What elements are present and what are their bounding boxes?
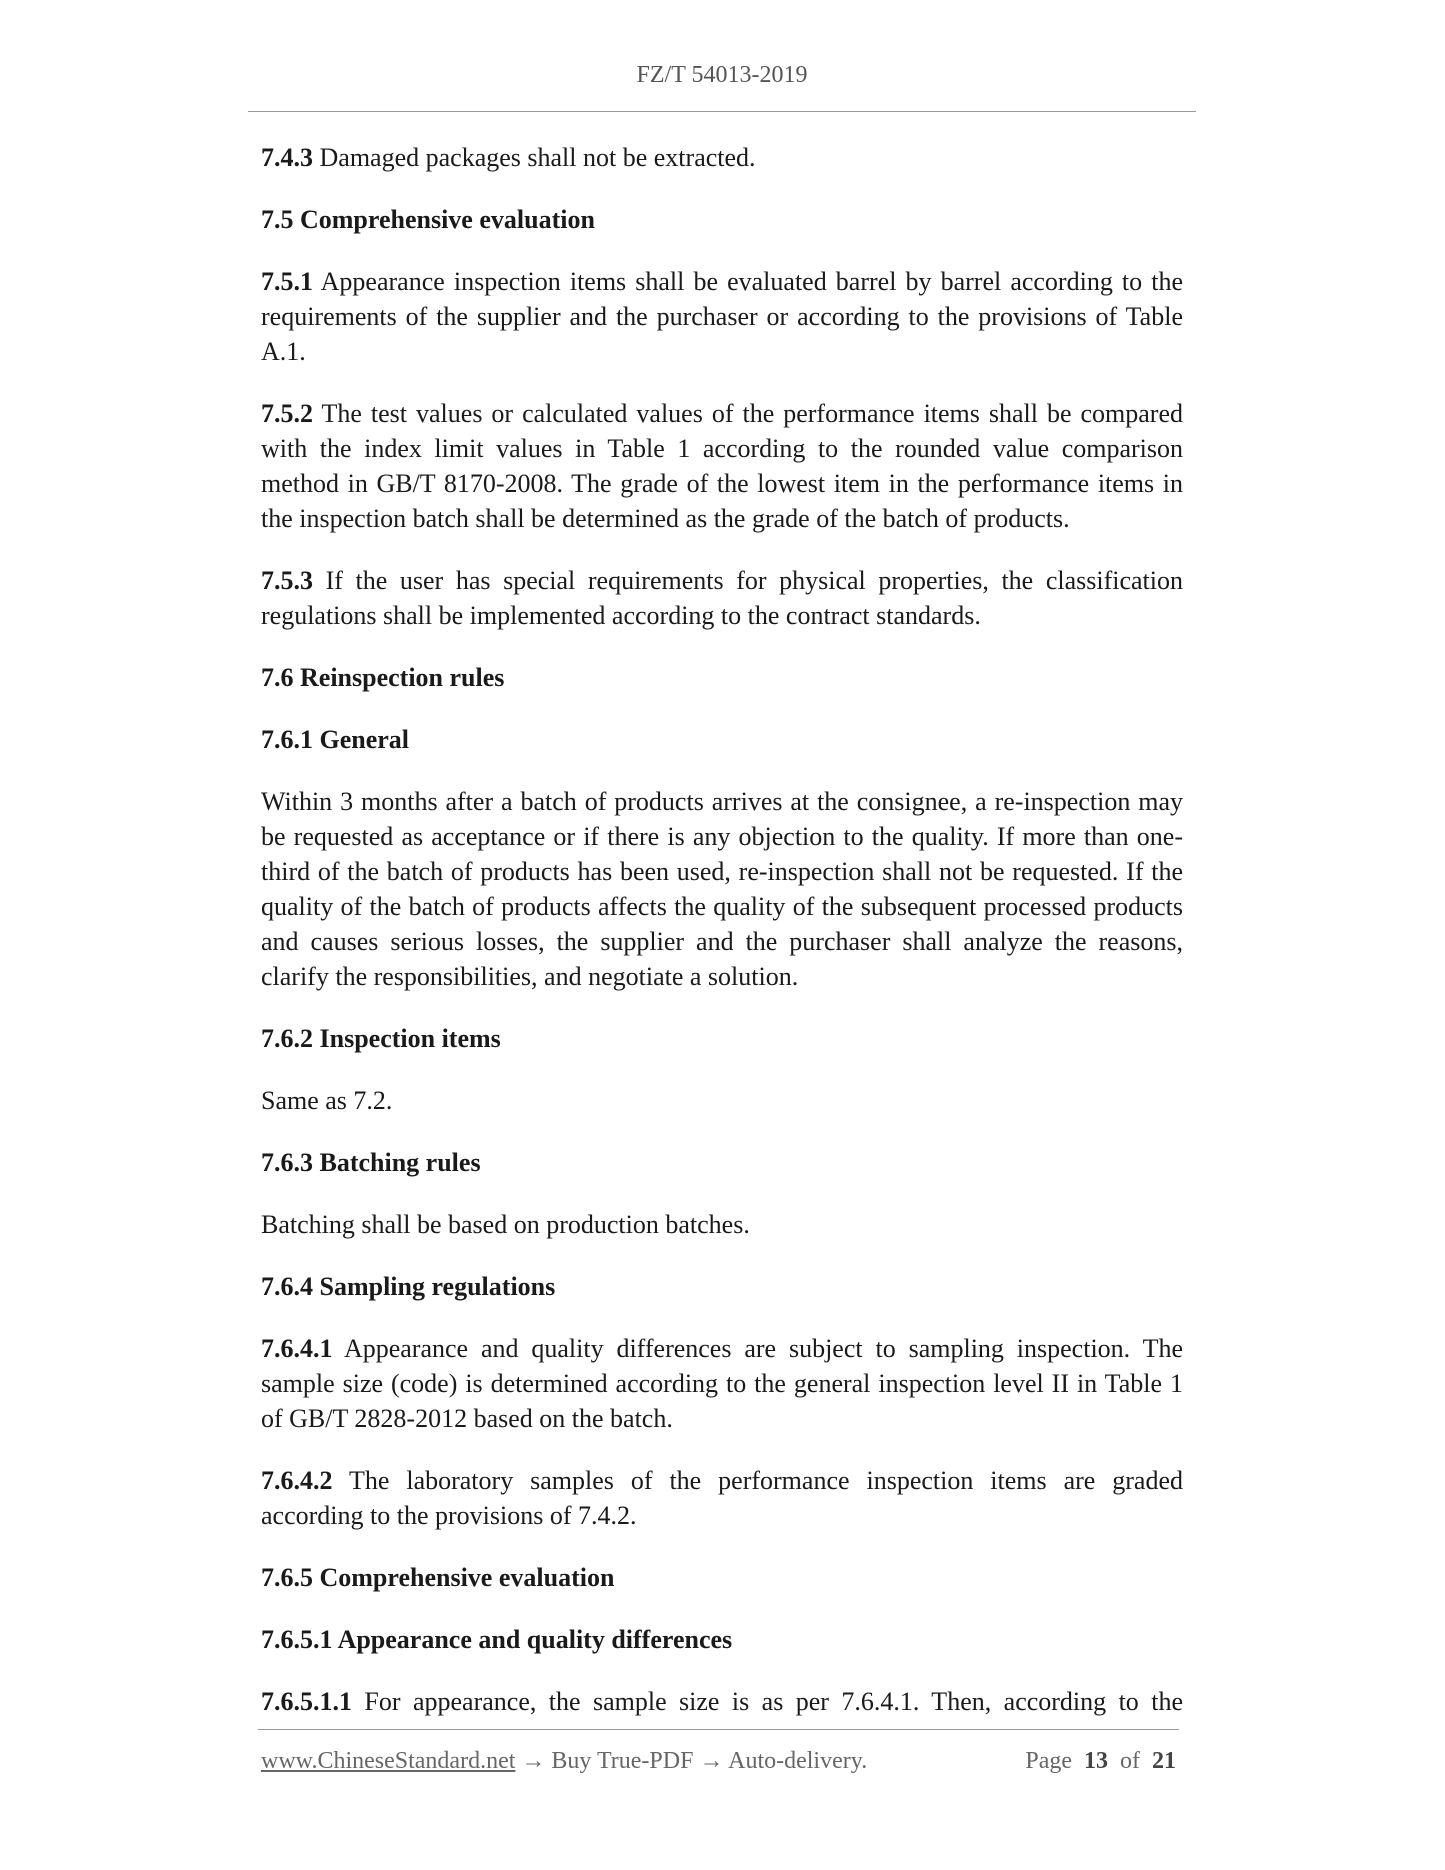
clause-7-4-3 (261, 140, 1183, 175)
clause-7-5-1 (261, 264, 1183, 369)
footer-divider (258, 1729, 1179, 1730)
clause-7-5-2 (261, 396, 1183, 536)
clause-7-6-5-1-1 (261, 1684, 1183, 1719)
current-page-number: 13 (1084, 1748, 1108, 1774)
promo-text: → Buy True-PDF → Auto-delivery. (515, 1748, 868, 1774)
heading-text: 7.6.1 General (261, 725, 410, 754)
general-paragraph (261, 784, 1183, 994)
section-heading-7-6-3 (261, 1145, 1183, 1180)
heading-text: 7.6.3 Batching rules (261, 1148, 481, 1177)
page-indicator (1025, 1748, 1176, 1775)
site-link[interactable]: www.ChineseStandard.net (261, 1748, 516, 1774)
clause-text: Appearance and quality differences are subject to sampling inspection. The sample size (code) is determined according to the general inspection level II in Table 1 of GB/T 2828-2012 based on the batch. (261, 1334, 1183, 1433)
clause-number: 7.6.4.2 (261, 1466, 333, 1495)
section-heading-7-6-5 (261, 1560, 1183, 1595)
heading-text: 7.6.5 Comprehensive evaluation (261, 1563, 615, 1592)
paragraph-text: Same as 7.2. (261, 1086, 393, 1115)
heading-text: 7.6 Reinspection rules (261, 663, 505, 692)
section-heading-7-6-1 (261, 722, 1183, 757)
clause-number: 7.4.3 (261, 143, 313, 172)
clause-text: The test values or calculated values of the performance items shall be compared with the index limit values in Table 1 according to the rounded value comparison method in GB/T 8170-2008. The grade of the lowest item in the performance items in the inspection batch shall be determined as the grade of the batch of products. (261, 399, 1183, 533)
clause-number: 7.5.1 (261, 267, 313, 296)
document-code-header: FZ/T 54013-2019 (636, 62, 808, 88)
total-pages-number: 21 (1152, 1748, 1176, 1774)
clause-text: If the user has special requirements for physical properties, the classification regulations shall be implemented according to the contract standards. (261, 566, 1183, 630)
section-heading-7-6 (261, 660, 1183, 695)
clause-number: 7.5.2 (261, 399, 313, 428)
heading-text: 7.6.4 Sampling regulations (261, 1272, 556, 1301)
paragraph-text: Batching shall be based on production batches. (261, 1210, 750, 1239)
section-heading-7-6-4 (261, 1269, 1183, 1304)
section-heading-7-6-2 (261, 1021, 1183, 1056)
clause-text: The laboratory samples of the performance inspection items are graded according to the provisions of 7.4.2. (261, 1466, 1183, 1530)
clause-7-6-4-1 (261, 1331, 1183, 1436)
clause-7-6-4-2 (261, 1463, 1183, 1533)
clause-text: Damaged packages shall not be extracted. (313, 143, 756, 172)
document-body (261, 140, 1183, 1719)
heading-text: 7.6.5.1 Appearance and quality differences (261, 1625, 733, 1654)
section-heading-7-6-5-1 (261, 1622, 1183, 1657)
page-label: Page (1025, 1748, 1072, 1774)
batching-rules-paragraph (261, 1207, 1183, 1242)
clause-number: 7.5.3 (261, 566, 313, 595)
footer-promo (261, 1748, 867, 1775)
section-heading-7-5 (261, 202, 1183, 237)
page-of-label: of (1120, 1748, 1140, 1774)
clause-text: For appearance, the sample size is as per 7.6.4.1. Then, according to the (352, 1687, 1183, 1716)
header-divider (248, 111, 1196, 112)
heading-text: 7.5 Comprehensive evaluation (261, 205, 595, 234)
clause-text: Appearance inspection items shall be evaluated barrel by barrel according to the requirements of the supplier and the purchaser or according to the provisions of Table A.1. (261, 267, 1183, 366)
inspection-items-paragraph (261, 1083, 1183, 1118)
clause-number: 7.6.4.1 (261, 1334, 333, 1363)
paragraph-text: Within 3 months after a batch of products arrives at the consignee, a re-inspection may be requested as acceptance or if there is any objection to the quality. If more than one-third of the batch of products has been used, re-inspection shall not be requested. If the quality of the batch of products affects the quality of the subsequent processed products and causes serious losses, the supplier and the purchaser shall analyze the reasons, clarify the responsibilities, and negotiate a solution. (261, 787, 1183, 991)
clause-number: 7.6.5.1.1 (261, 1687, 352, 1716)
clause-7-5-3 (261, 563, 1183, 633)
heading-text: 7.6.2 Inspection items (261, 1024, 501, 1053)
